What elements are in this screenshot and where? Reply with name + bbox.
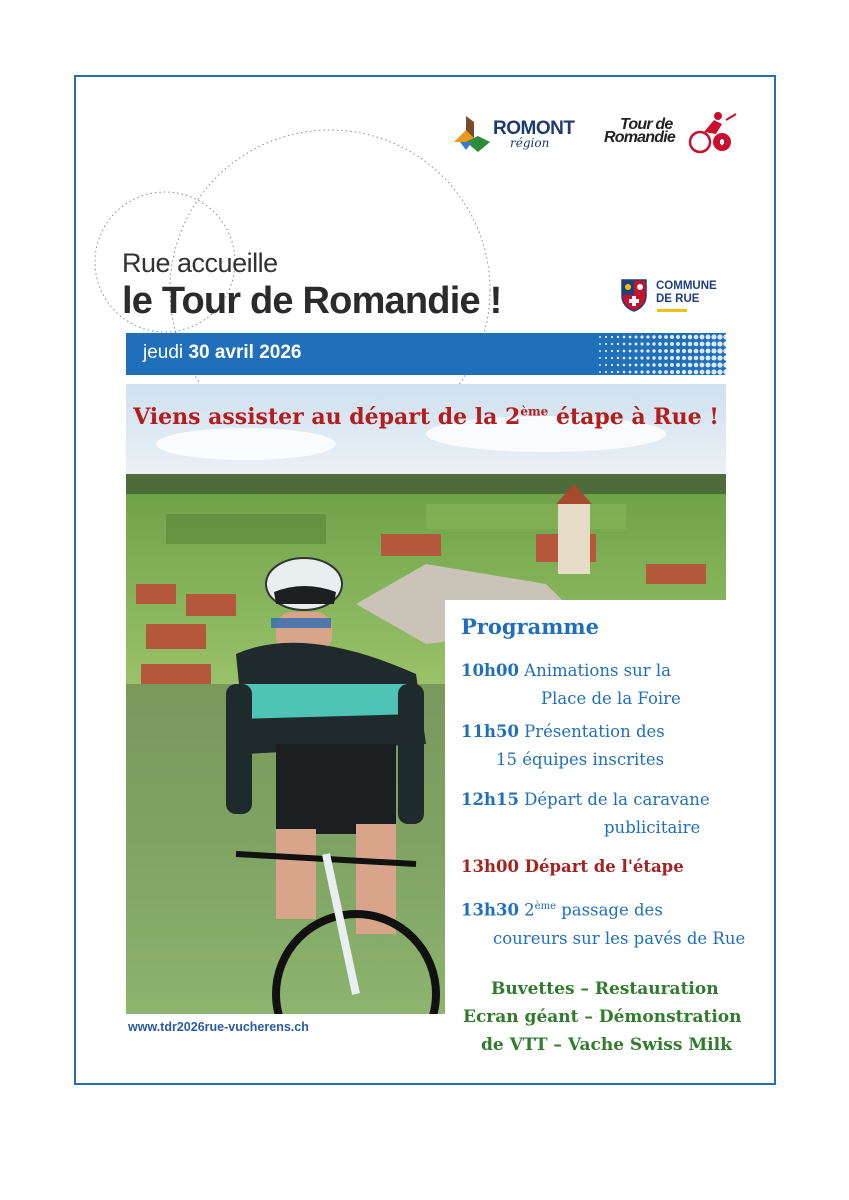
extras-line2: Ecran géant – Démonstration bbox=[463, 1007, 742, 1027]
programme-desc-line2: publicitaire bbox=[604, 818, 701, 837]
programme-time: 10h00 bbox=[461, 661, 519, 680]
extras-line1: Buvettes – Restauration bbox=[491, 979, 719, 999]
commune-label-line2: DE RUE bbox=[656, 293, 700, 305]
commune-de-rue-logo bbox=[620, 278, 740, 318]
invitation-text-start: Viens assister au départ de la 2 bbox=[133, 404, 521, 430]
invitation-superscript: ème bbox=[520, 404, 549, 419]
programme-time: 13h00 bbox=[461, 857, 519, 876]
programme-item bbox=[461, 657, 681, 713]
event-date bbox=[143, 342, 301, 364]
programme-desc-line1: passage des bbox=[556, 900, 663, 920]
commune-yellow-bar bbox=[657, 309, 687, 312]
programme-desc-line1: Animations sur la bbox=[524, 661, 671, 680]
programme-item-highlight bbox=[461, 853, 684, 881]
title-line2: le Tour de Romandie ! bbox=[122, 280, 502, 322]
programme-time: 12h15 bbox=[461, 790, 519, 809]
romont-region-logo bbox=[452, 112, 587, 158]
date-banner bbox=[126, 333, 726, 375]
programme-time: 13h30 bbox=[461, 900, 519, 920]
programme-desc-line2: Place de la Foire bbox=[541, 689, 681, 708]
romont-subtitle: région bbox=[510, 136, 550, 150]
coat-of-arms-icon bbox=[620, 278, 648, 312]
tdr-logo-line1: Tour de bbox=[620, 116, 673, 133]
programme-ordinal: 2 bbox=[524, 900, 535, 920]
event-date-value: 30 avril 2026 bbox=[188, 342, 302, 363]
programme-desc-line2: coureurs sur les pavés de Rue bbox=[493, 928, 746, 948]
extras-line3: de VTT – Vache Swiss Milk bbox=[481, 1035, 732, 1055]
tdr-logo-line2: Romandie bbox=[604, 129, 675, 146]
romont-wordmark: ROMONT bbox=[493, 118, 575, 139]
tour-de-romandie-logo bbox=[604, 110, 739, 158]
commune-label-line1: COMMUNE bbox=[656, 280, 717, 292]
programme-desc-line1: Départ de l'étape bbox=[524, 857, 684, 876]
invitation-headline bbox=[126, 404, 726, 430]
programme-ordinal-sup: ème bbox=[534, 901, 556, 912]
romont-mountain-icon bbox=[452, 112, 492, 156]
programme-desc-line1: Présentation des bbox=[524, 722, 665, 741]
commune-label bbox=[656, 280, 717, 306]
programme-desc-line1: Départ de la caravane bbox=[524, 790, 710, 809]
programme-item bbox=[461, 786, 710, 842]
programme-item bbox=[461, 718, 665, 774]
title-line1: Rue accueille bbox=[122, 248, 278, 278]
invitation-text-end: étape à Rue ! bbox=[548, 404, 719, 430]
event-weekday: jeudi bbox=[143, 342, 184, 363]
programme-title: Programme bbox=[461, 614, 600, 639]
halftone-dots bbox=[596, 333, 726, 375]
programme-desc-line2: 15 équipes inscrites bbox=[496, 750, 665, 769]
website-link[interactable]: www.tdr2026rue-vucherens.ch bbox=[128, 1020, 309, 1034]
cyclist-icon bbox=[686, 110, 738, 156]
programme-time: 11h50 bbox=[461, 722, 519, 741]
programme-item bbox=[461, 893, 745, 953]
